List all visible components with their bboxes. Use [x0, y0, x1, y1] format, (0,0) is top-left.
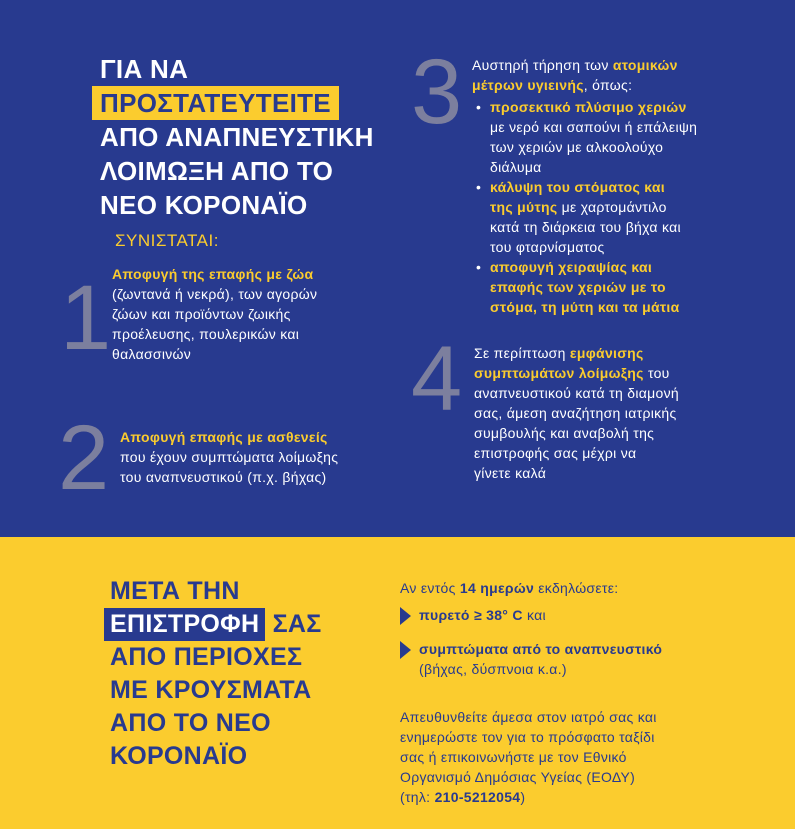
return-title-line: ΣΑΣ	[265, 610, 322, 638]
advice-line: Οργανισμό Δημόσιας Υγείας (ΕΟΔΥ)	[400, 769, 636, 785]
item-3	[472, 55, 772, 317]
item-4	[474, 343, 774, 483]
item-4-line: γίνετε καλά	[474, 465, 547, 481]
bullet-lead: της μύτης	[490, 199, 558, 215]
bullet-line: του φταρνίσματος	[490, 239, 605, 255]
return-title-highlight: ΕΠΙΣΤΡΟΦΗ	[104, 608, 265, 641]
bullet-lead: • αποφυγή χειραψίας και	[490, 259, 653, 275]
bullet-lead: • κάλυψη του στόματος και	[490, 179, 665, 195]
return-title-line: ΚΟΡΟΝΑΪΟ	[110, 742, 248, 770]
return-intro	[400, 578, 618, 598]
bullet-cover-mouth	[472, 177, 772, 257]
item-number-4: 4	[411, 328, 463, 430]
intro-text: Αν εντός	[400, 580, 460, 596]
item-4-highlight: εμφάνισης	[569, 345, 644, 361]
item-1	[112, 264, 392, 364]
bullet-line: με νερό και σαπούνι ή επάλειψη	[490, 119, 698, 135]
headline-line: ΛΟΙΜΩΞΗ ΑΠΟ ΤΟ	[100, 156, 334, 186]
item-2-lead: Αποφυγή επαφής με ασθενείς	[120, 429, 328, 445]
bullet-lead: • προσεκτικό πλύσιμο χεριών	[490, 99, 687, 115]
item-number-2: 2	[58, 407, 110, 509]
advice	[400, 707, 657, 807]
headline-line: ΓΙΑ ΝΑ	[100, 54, 189, 84]
item-3-intro: Αυστηρή τήρηση των	[472, 57, 609, 73]
phone-number: 210-5212054	[434, 789, 521, 805]
phone-suffix: )	[520, 789, 526, 805]
item-2	[120, 427, 400, 487]
item-4-line: αναπνευστικού κατά τη διαμονή	[474, 385, 679, 401]
headline-highlight: ΠΡΟΣΤΑΤΕΥΤΕΙΤΕ	[92, 86, 339, 120]
item-3-highlight: ατομικών	[612, 57, 678, 73]
return-title-line: ΑΠΟ ΤΟ ΝΕΟ	[110, 709, 271, 737]
item-1-line: ζώων και προϊόντων ζωικής	[112, 306, 291, 322]
headline-line: ΑΠΟ ΑΝΑΠΝΕΥΣΤΙΚΗ	[100, 122, 374, 152]
item-3-intro-end: , όπως:	[583, 77, 633, 93]
item-4-line: επιστροφής σας μέχρι να	[474, 445, 637, 461]
arrow-right-icon	[400, 607, 411, 625]
bullet-line: κατά τη διάρκεια του βήχα και	[490, 219, 681, 235]
bullet-line: με χαρτομάντιλο	[557, 199, 667, 215]
advice-line: σας ή επικοινωνήστε με τον Εθνικό	[400, 749, 627, 765]
bullet-line: των χεριών με αλκοολούχο	[490, 139, 664, 155]
symptom-respiratory	[400, 639, 662, 679]
item-number-3: 3	[411, 41, 463, 143]
item-4-highlight: συμπτωμάτων λοίμωξης	[474, 365, 644, 381]
recommend-label: ΣΥΝΙΣΤΑΤΑΙ:	[115, 231, 219, 250]
item-1-line: (ζωντανά ή νεκρά), των αγορών	[112, 286, 318, 302]
item-1-lead: Αποφυγή της επαφής με ζώα	[112, 266, 314, 282]
bullet-avoid-handshake	[472, 257, 772, 317]
item-1-line: προέλευσης, πουλερικών και	[112, 326, 300, 342]
intro-days: 14 ημερών	[459, 580, 535, 596]
bullet-lead: στόμα, τη μύτη και τα μάτια	[490, 299, 680, 315]
phone-prefix: (τηλ:	[400, 789, 435, 805]
symptom-fever-bold: πυρετό ≥ 38° C	[419, 607, 523, 623]
headline	[100, 52, 374, 222]
headline-line: ΝΕΟ ΚΟΡΟΝΑΪΟ	[100, 190, 308, 220]
advice-line: Απευθυνθείτε άμεσα στον ιατρό σας και	[400, 709, 657, 725]
arrow-right-icon	[400, 641, 411, 659]
intro-text-end: εκδηλώσετε:	[534, 580, 619, 596]
bullet-handwashing	[472, 97, 772, 177]
symptom-respiratory-bold: συμπτώματα από το αναπνευστικό	[419, 641, 663, 657]
symptom-respiratory-sub: (βήχας, δύσπνοια κ.α.)	[419, 661, 567, 678]
item-1-line: θαλασσινών	[112, 346, 192, 362]
item-2-line: του αναπνευστικού (π.χ. βήχας)	[120, 469, 327, 485]
item-3-highlight: μέτρων υγιεινής	[472, 77, 584, 93]
item-3-bullets	[472, 97, 772, 317]
symptom-fever-rest: και	[522, 607, 546, 623]
bullet-lead: επαφής των χεριών με το	[490, 279, 666, 295]
return-title-line: ΑΠΟ ΠΕΡΙΟΧΕΣ	[110, 643, 303, 671]
advice-line: ενημερώστε τον για το πρόσφατο ταξίδι	[400, 729, 655, 745]
item-4-line: σας, άμεση αναζήτηση ιατρικής	[474, 405, 677, 421]
item-4-line: του	[643, 365, 670, 381]
item-4-line: συμβουλής και αναβολή της	[474, 425, 655, 441]
bullet-line: διάλυμα	[490, 159, 542, 175]
return-title-line: ΜΕΤΑ ΤΗΝ	[110, 577, 240, 605]
symptom-fever	[400, 605, 546, 625]
return-title-line: ΜΕ ΚΡΟΥΣΜΑΤΑ	[110, 676, 312, 704]
item-2-line: που έχουν συμπτώματα λοίμωξης	[120, 449, 339, 465]
item-4-intro: Σε περίπτωση	[474, 345, 566, 361]
return-title	[110, 575, 322, 773]
item-number-1: 1	[60, 267, 112, 369]
